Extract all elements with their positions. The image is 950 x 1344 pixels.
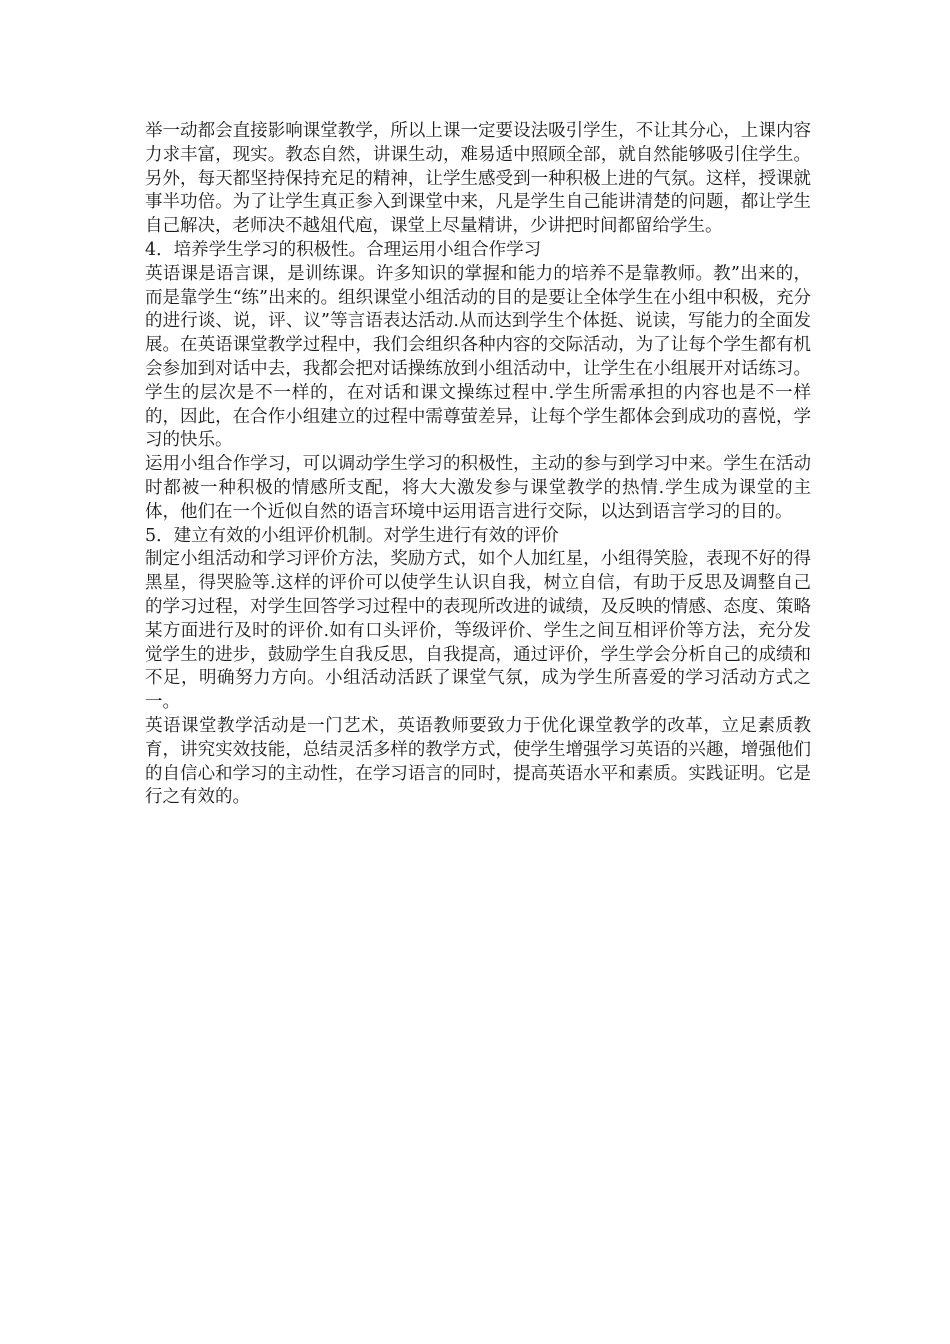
- paragraph-conclusion: 英语课堂教学活动是一门艺术，英语教师要致力于优化课堂教学的改革，立足素质教育，讲究实效技能，总结灵活多样的教学方式，使学生增强学习英语的兴趣，增强他们的自信心和学习的主动性，在学习语言的同时，提高英语水平和素质。实践证明。它是行之有效的。: [145, 715, 811, 808]
- document-body: [145, 120, 811, 810]
- section-heading-5: 5．建立有效的小组评价机制。对学生进行有效的评价: [145, 525, 559, 546]
- paragraph-evaluation: 制定小组活动和学习评价方法，奖励方式，如个人加红星，小组得笑脸，表现不好的得黑星，得哭脸等.这样的评价可以使学生认识自我，树立自信，有助于反思及调整自己的学习过程，对学生回答学习过程中的表现所改进的诚绩，及反映的情感、态度、策略某方面进行及时的评价.如有口头评价，等级评价、学生之间互相评价等方法，充分发觉学生的进步，鼓励学生自我反思，自我提高，通过评价，学生学会分析自己的成绩和不足，明确努力方向。小组活动活跃了课堂气氛，成为学生所喜爱的学习活动方式之一。: [145, 549, 811, 713]
- paragraph-group-cooperation: 运用小组合作学习，可以调动学生学习的积极性，主动的参与到学习中来。学生在活动时都被一种积极的情感所支配，将大大激发参与课堂教学的热情.学生成为课堂的主体，他们在一个近似自然的语言环境中运用语言进行交际，以达到语言学习的目的。: [145, 454, 811, 522]
- paragraph-classroom-engagement: 举一动都会直接影响课堂教学，所以上课一定要设法吸引学生，不让其分心，上课内容力求丰富，现实。教态自然，讲课生动，难易适中照顾全部，就自然能够吸引住学生。另外，每天都坚持保持充足的精神，让学生感受到一种积极上进的气氛。这样，授课就事半功倍。为了让学生真正参入到课堂中来，凡是学生自己能讲清楚的问题，都让学生自己解决，老师决不越俎代庖，课堂上尽量精讲，少讲把时间都留给学生。: [145, 121, 811, 237]
- paragraph-group-activity: 英语课是语言课，是训练课。许多知识的掌握和能力的培养不是靠教师。教”出来的，而是靠学生“练”出来的。组织课堂小组活动的目的是要让全体学生在小组中积极，充分的进行谈、说，评、议”等言语表达活动.从而达到学生个体挺、说读，写能力的全面发展。在英语课堂教学过程中，我们会组织各种内容的交际活动，为了让每个学生都有机会参加到对话中去，我都会把对话操练放到小组活动中，让学生在小组展开对话练习。学生的层次是不一样的，在对话和课文操练过程中.学生所需承担的内容也是不一样的，因此，在合作小组建立的过程中需尊萤差异，让每个学生都体会到成功的喜悦，学习的快乐。: [145, 263, 811, 451]
- section-heading-4: 4．培养学生学习的积极性。合理运用小组合作学习: [145, 239, 542, 260]
